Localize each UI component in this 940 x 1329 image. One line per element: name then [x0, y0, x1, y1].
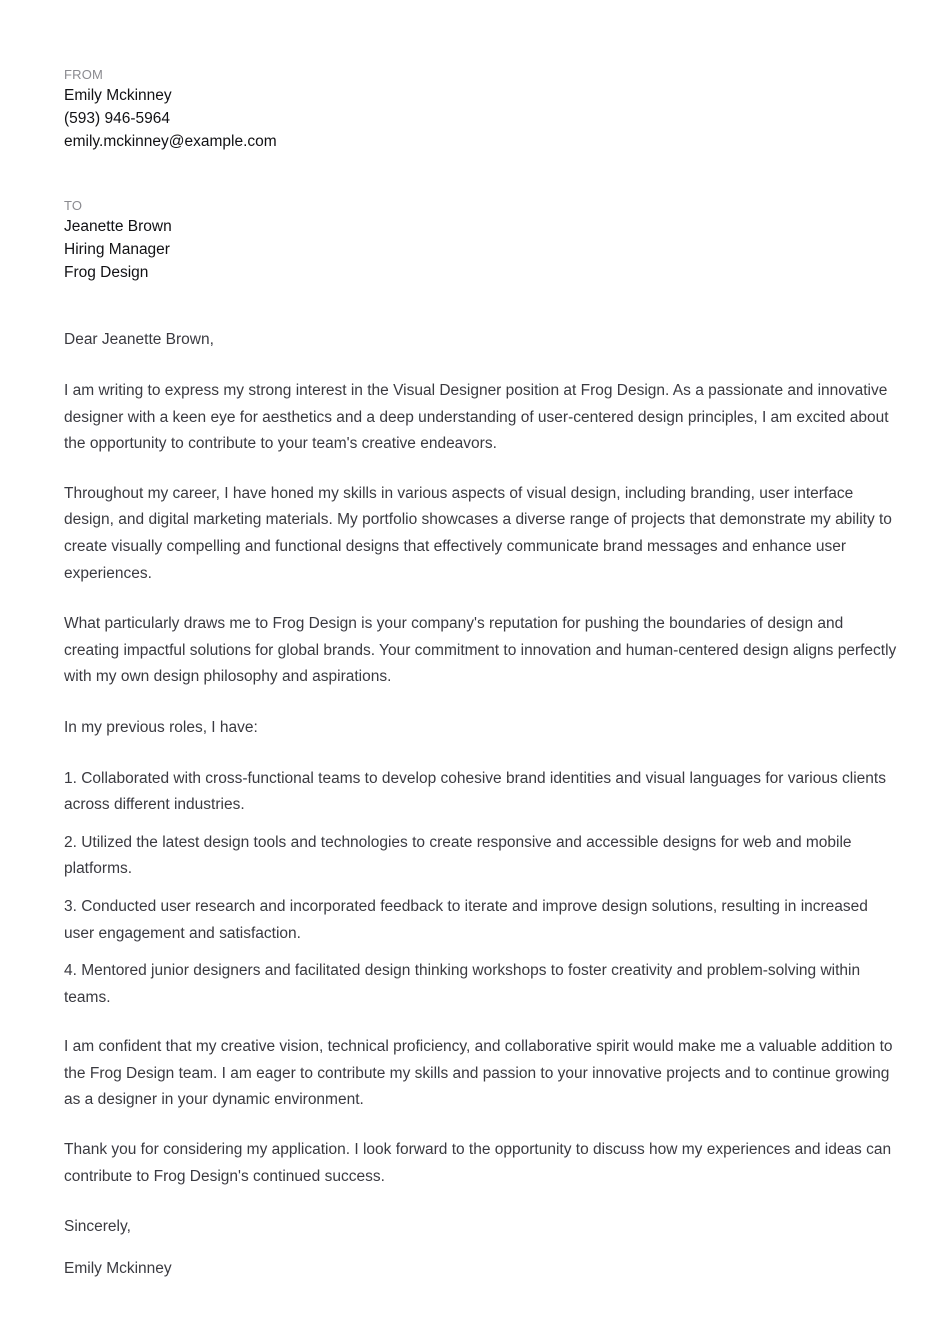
recipient-block [64, 197, 900, 284]
sender-phone: (593) 946-5964 [64, 110, 170, 127]
recipient-label: TO [64, 198, 83, 213]
body-paragraph: Thank you for considering my application. I look forward to the opportunity to discuss how my experiences and ideas can contribute to Frog Design's continued success. [64, 1141, 892, 1185]
letter-greeting: Dear Jeanette Brown, [64, 331, 214, 348]
body-paragraph: What particularly draws me to Frog Design is your company's reputation for pushing the boundaries of design and creating impactful solutions for global brands. Your commitment to innovation and human-centered design aligns perfectly with my own design philosophy and aspirations. [64, 615, 897, 686]
list-item: 1. Collaborated with cross-functional teams to develop cohesive brand identities and visual languages for various clients across different industries. [64, 769, 886, 814]
list-item: 4. Mentored junior designers and facilitated design thinking workshops to foster creativity and problem-solving within teams. [64, 962, 861, 1006]
list-item: 2. Utilized the latest design tools and technologies to create responsive and accessible designs for web and mobile platforms. [64, 833, 852, 878]
signature-name: Emily Mckinney [64, 1259, 172, 1277]
recipient-company: Frog Design [64, 264, 149, 281]
body-paragraph: I am confident that my creative vision, technical proficiency, and collaborative spirit would make me a valuable addition to the Frog Design team. I am eager to contribute my skills and passion to your innovative projects and to continue growing as a designer in your dynamic environment. [64, 1038, 893, 1109]
sender-block [64, 66, 900, 153]
achievements-list [64, 766, 900, 1012]
sender-name: Emily Mckinney [64, 87, 172, 104]
sign-off: Sincerely, [64, 1218, 131, 1236]
body-paragraph: I am writing to express my strong interest in the Visual Designer position at Frog Design. As a passionate and innovative designer with a keen eye for aesthetics and a deep understanding of user-centered design principles, I am excited about the opportunity to contribute to your team's creative endeavors. [64, 382, 889, 453]
body-paragraph: Throughout my career, I have honed my skills in various aspects of visual design, including branding, user interface design, and digital marketing materials. My portfolio showcases a diverse range of projects that demonstrate my ability to create visually compelling and functional designs that effectively communicate brand messages and enhance user experiences. [64, 484, 892, 582]
recipient-title: Hiring Manager [64, 241, 170, 258]
list-item: 3. Conducted user research and incorporated feedback to iterate and improve design solutions, resulting in increased user engagement and satisfaction. [64, 897, 868, 942]
recipient-name: Jeanette Brown [64, 218, 172, 235]
sender-label: FROM [64, 67, 104, 82]
sender-email: emily.mckinney@example.com [64, 133, 277, 150]
cover-letter [64, 64, 900, 1297]
letter-body [64, 378, 900, 1190]
list-intro: In my previous roles, I have: [64, 718, 258, 736]
